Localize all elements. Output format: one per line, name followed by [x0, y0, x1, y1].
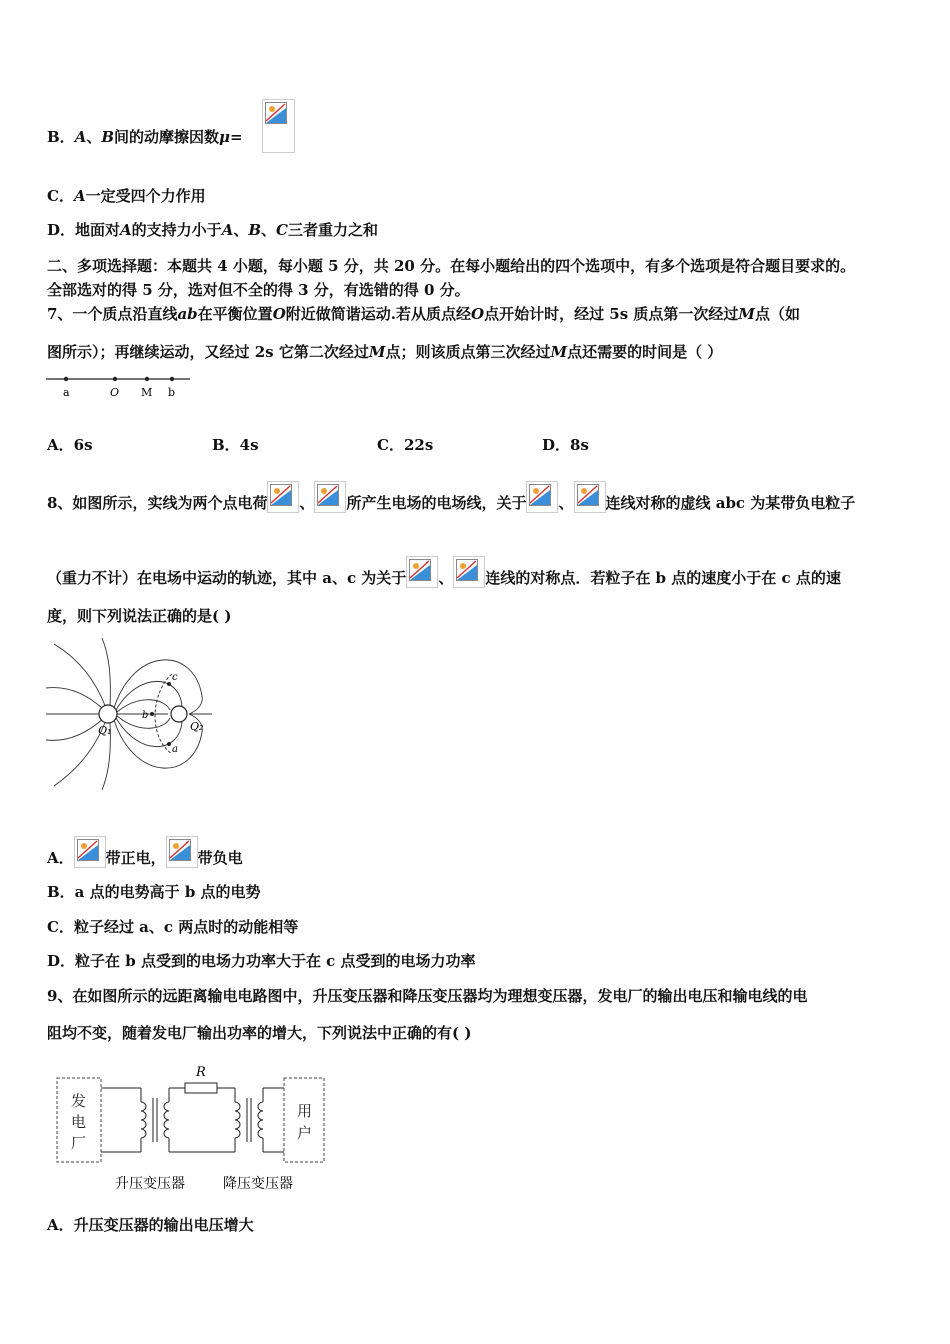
- charge-q2-image-icon: [574, 481, 606, 513]
- label-c: c: [172, 672, 178, 683]
- option-b-prefix: B．: [47, 128, 75, 146]
- text: 在平衡位置: [197, 305, 273, 323]
- q7-option-b: B．4s: [212, 436, 259, 454]
- charge-q1-image-icon: [74, 836, 106, 868]
- text: 地面对: [75, 221, 121, 239]
- sep: 、: [438, 569, 454, 587]
- text: 三者重力之和: [288, 221, 379, 239]
- prefix: A．: [47, 849, 74, 867]
- resistor-label: R: [196, 1065, 206, 1080]
- var-o: O: [471, 305, 485, 323]
- text: 的支持力小于: [131, 221, 222, 239]
- label-a: a: [172, 744, 178, 755]
- text: （重力不计）在电场中运动的轨迹，其中 a、c 为关于: [47, 569, 407, 587]
- text: 点；则该质点第三次经过: [385, 343, 551, 361]
- charge-q2-image-icon: [314, 481, 346, 513]
- text: 图所示）；再继续运动，又经过 2s 它第二次经过: [47, 343, 369, 361]
- step-up-label: 升压变压器: [115, 1176, 185, 1192]
- sep: 、: [558, 494, 574, 512]
- var-a: A: [73, 187, 86, 205]
- q7-line-figure: [44, 370, 194, 400]
- label-q1: Q₁: [98, 724, 112, 737]
- plant-char-2: 电: [71, 1113, 87, 1131]
- plant-char-3: 厂: [71, 1134, 87, 1152]
- charge-q2-image-icon: [453, 556, 485, 588]
- label-q2: Q₂: [190, 720, 204, 733]
- q7-line2: [47, 342, 722, 362]
- q8-option-a: [47, 836, 243, 868]
- var-b: B: [101, 128, 115, 146]
- text: 7、一个质点沿直线: [47, 305, 178, 323]
- sep: 、: [86, 128, 102, 146]
- var-m: M: [738, 305, 756, 323]
- text: 带负电: [197, 849, 243, 867]
- option-c-prefix: C．: [47, 187, 74, 205]
- label-b: b: [142, 710, 149, 721]
- q7-option-d: D．8s: [542, 436, 589, 454]
- option-c-text: 一定受四个力作用: [85, 187, 206, 205]
- text: 点开始计时，经过 5s 质点第一次经过: [484, 305, 739, 323]
- charge-q1-image-icon: [526, 481, 558, 513]
- equals: =: [230, 128, 243, 146]
- var-o: O: [272, 305, 286, 323]
- q8-line1: [47, 481, 855, 513]
- option-d-prefix: D．: [47, 221, 76, 239]
- var-m: M: [550, 343, 568, 361]
- text: 带正电，: [105, 849, 166, 867]
- q7-fig-label-b: b: [168, 386, 176, 399]
- var-a: A: [221, 221, 234, 239]
- q8-line3: 度，则下列说法正确的是( ): [47, 607, 232, 625]
- text: 8、如图所示，实线为两个点电荷: [47, 494, 268, 512]
- text: 点（如: [755, 305, 801, 323]
- text: 所产生电场的电场线，关于: [346, 494, 527, 512]
- text: 点还需要的时间是（ ）: [567, 343, 723, 361]
- sep: 、: [233, 221, 249, 239]
- charge-q1-image-icon: [406, 556, 438, 588]
- q7-fig-label-a: a: [63, 386, 70, 399]
- power-transmission-figure: [55, 1060, 330, 1200]
- option-d: [47, 220, 378, 240]
- charge-q2-image-icon: [166, 836, 198, 868]
- q9-line1: 9、在如图所示的远距离输电电路图中，升压变压器和降压变压器均为理想变压器，发电厂的输出电压和输电线的电: [47, 987, 808, 1005]
- q7-option-a: A．6s: [47, 436, 93, 454]
- var-b: B: [248, 221, 262, 239]
- section2-line1: 二、多项选择题：本题共 4 小题，每小题 5 分，共 20 分。在每小题给出的四个选项中，有多个选项是符合题目要求的。: [47, 257, 856, 275]
- formula-image-placeholder-icon: [262, 99, 295, 153]
- q7-fig-label-m: M: [141, 386, 153, 399]
- mu-symbol: μ: [219, 128, 231, 146]
- var-a: A: [74, 128, 87, 146]
- q9-line2: 阻均不变，随着发电厂输出功率的增大，下列说法中正确的有( ): [47, 1024, 472, 1042]
- q8-option-c: C．粒子经过 a、c 两点时的动能相等: [47, 918, 299, 936]
- user-char-1: 用: [297, 1102, 313, 1120]
- option-c: [47, 186, 206, 206]
- charge-q1-image-icon: [267, 481, 299, 513]
- q8-line2: [47, 556, 841, 588]
- option-b: [47, 127, 243, 147]
- q7-option-c: C．22s: [377, 436, 434, 454]
- var-c: C: [276, 221, 288, 239]
- text: 连线的对称点．若粒子在 b 点的速度小于在 c 点的速: [485, 569, 841, 587]
- q7-fig-label-o: O: [110, 386, 120, 399]
- step-down-label: 降压变压器: [223, 1176, 293, 1192]
- q8-option-b: B．a 点的电势高于 b 点的电势: [47, 883, 261, 901]
- var-ab: ab: [177, 305, 198, 323]
- q7-line1: [47, 304, 800, 324]
- section2-line2: 全部选对的得 5 分，选对但不全的得 3 分，有选错的得 0 分。: [47, 281, 470, 299]
- var-a: A: [120, 221, 132, 239]
- sep: 、: [299, 494, 315, 512]
- text: 连线对称的虚线 abc 为某带负电粒子: [605, 494, 856, 512]
- var-m: M: [368, 343, 386, 361]
- text: 附近做简谐运动.若从质点经: [285, 305, 471, 323]
- sep: 、: [261, 221, 277, 239]
- q8-option-d: D．粒子在 b 点受到的电场力功率大于在 c 点受到的电场力功率: [47, 952, 476, 970]
- user-char-2: 户: [297, 1124, 313, 1142]
- electric-field-figure: [44, 636, 216, 792]
- option-b-text: 间的动摩擦因数: [114, 128, 220, 146]
- plant-char-1: 发: [71, 1092, 87, 1110]
- q9-option-a: A．升压变压器的输出电压增大: [47, 1216, 254, 1234]
